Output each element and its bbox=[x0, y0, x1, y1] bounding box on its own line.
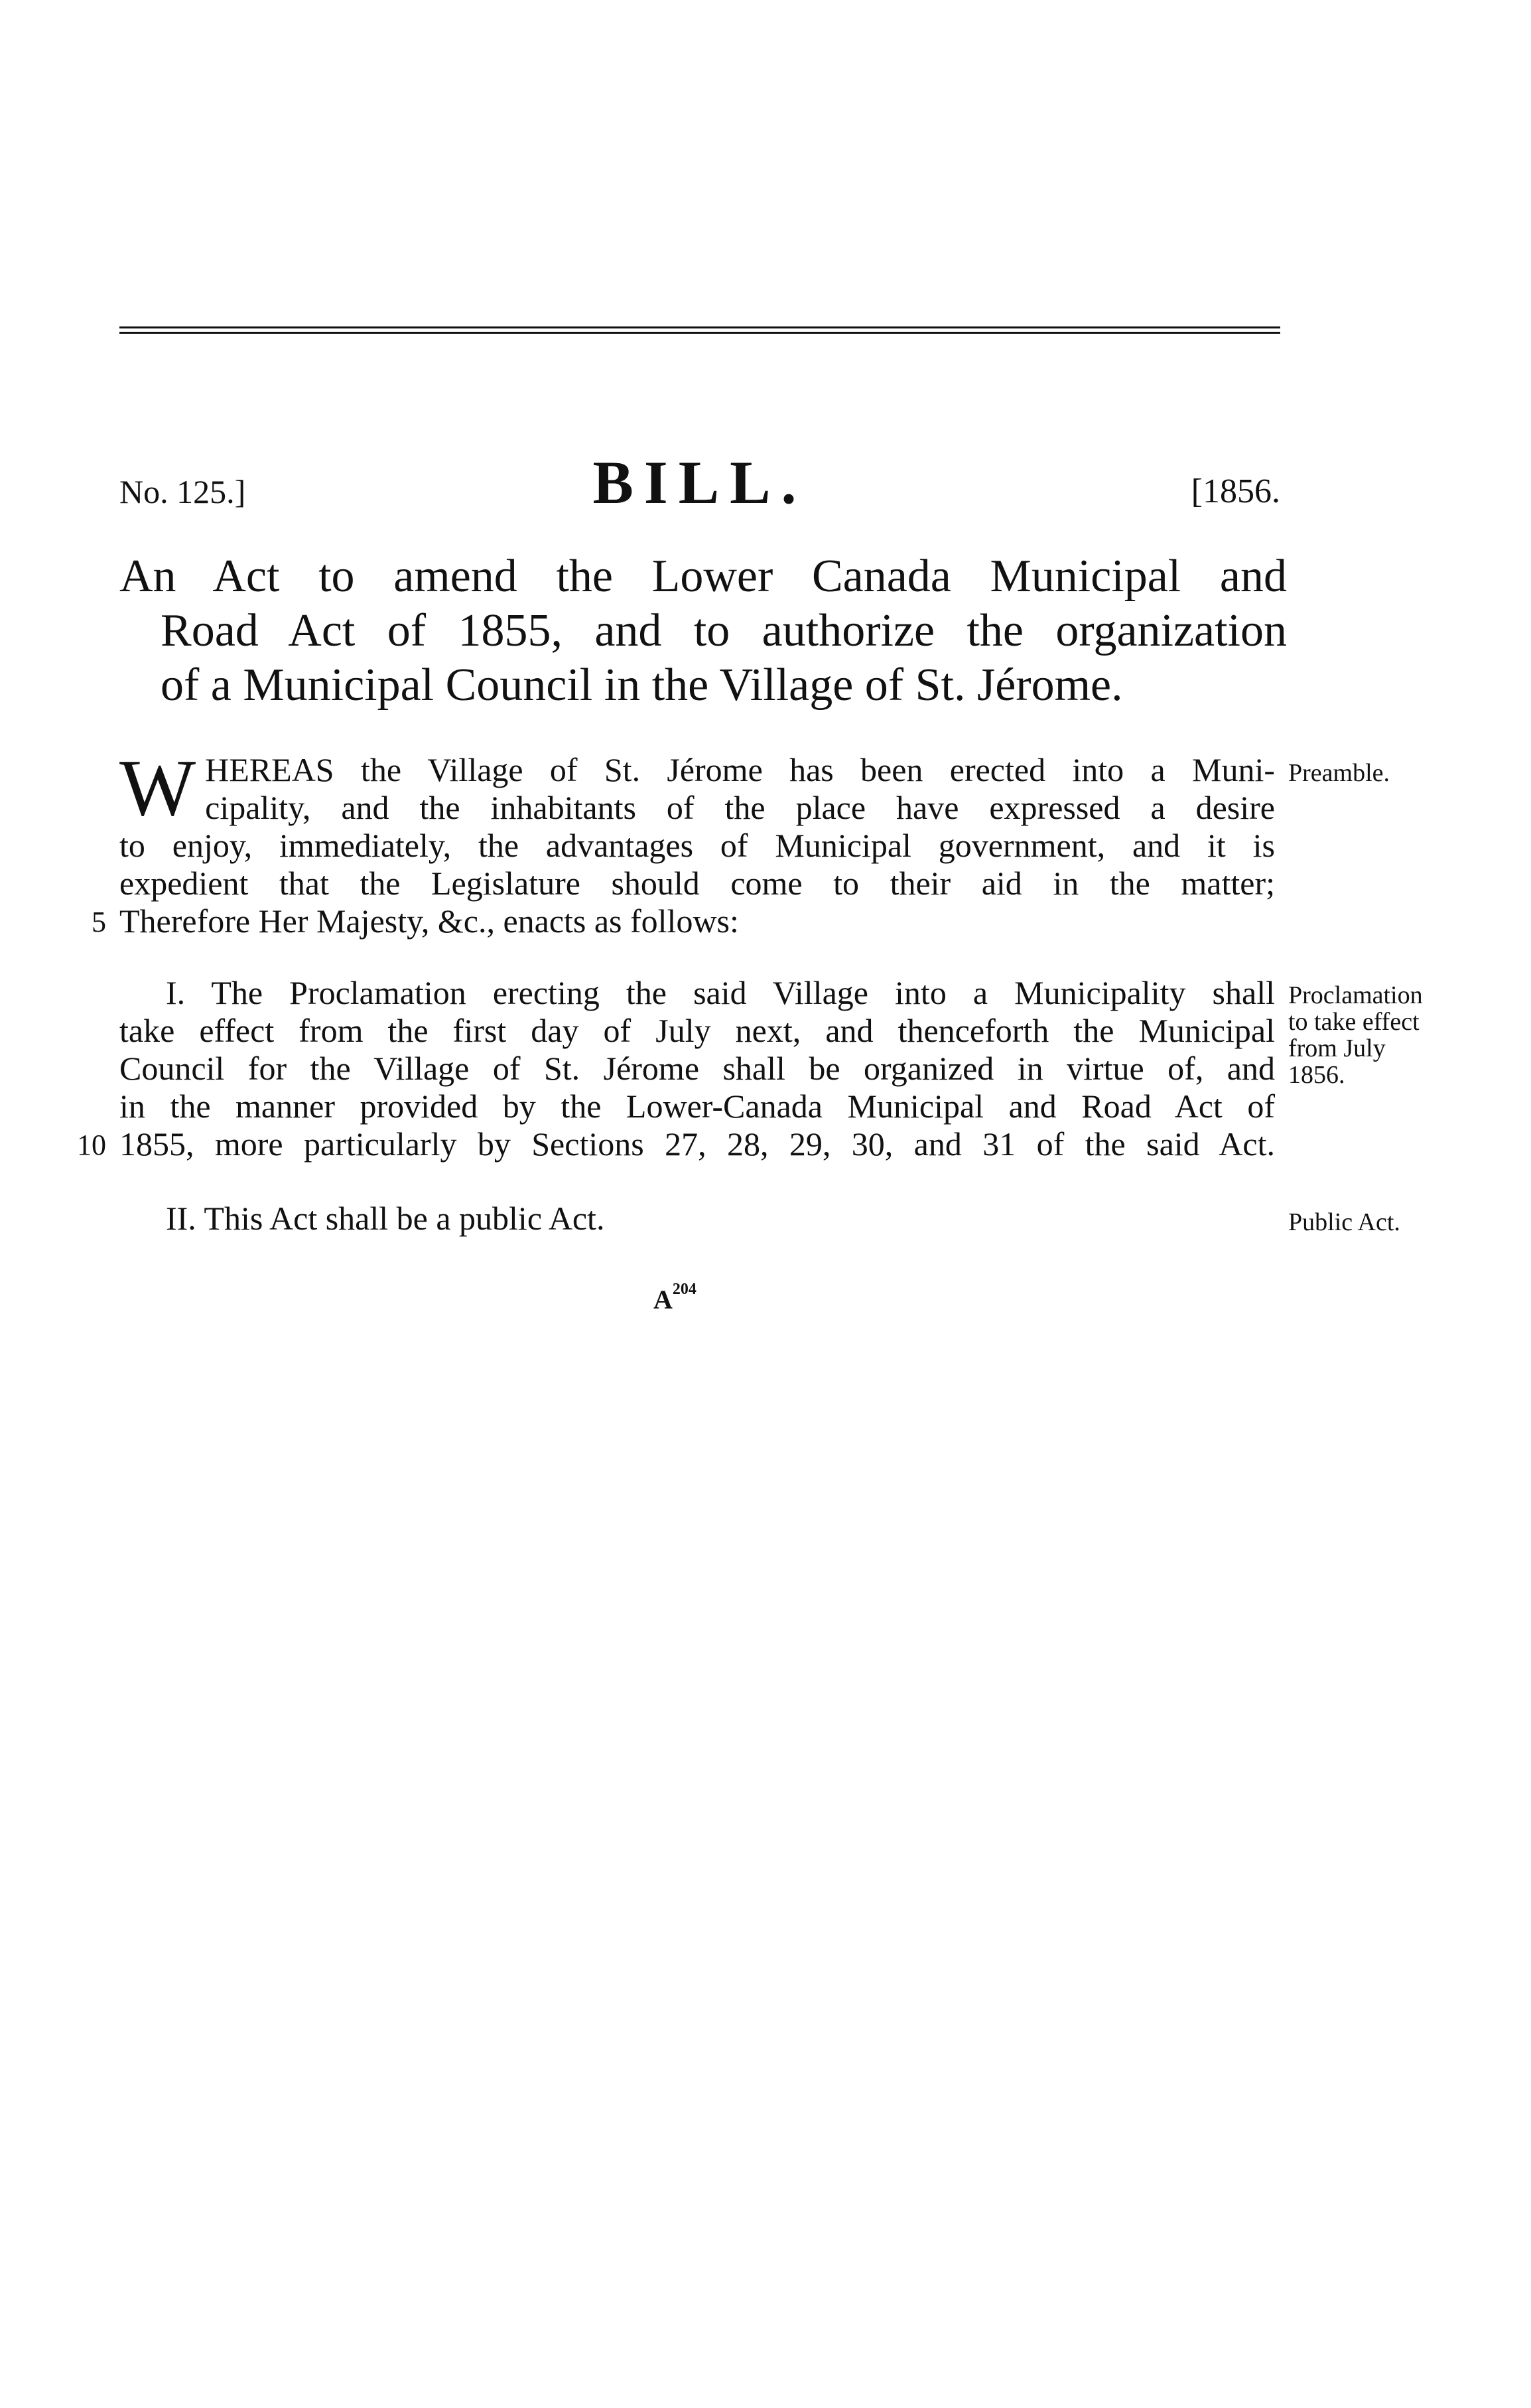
preamble-line: HEREAS the Village of St. Jérome has been erected into a Muni- bbox=[205, 751, 1275, 788]
act-title-line: An Act to amend the Lower Canada Municipal and bbox=[119, 551, 1287, 602]
preamble-line: Therefore Her Majesty, &c., enacts as follows: bbox=[119, 902, 739, 940]
bill-year: [1856. bbox=[1191, 472, 1280, 510]
margin-note-public-act: Public Act. bbox=[1288, 1208, 1400, 1236]
margin-note-preamble: Preamble. bbox=[1288, 759, 1390, 787]
preamble-line: expedient that the Legislature should come to their aid in the matter; bbox=[119, 865, 1275, 902]
section-line: take effect from the first day of July next, and thenceforth the Municipal bbox=[119, 1012, 1275, 1049]
top-rule-2 bbox=[119, 332, 1280, 334]
act-title-line: Road Act of 1855, and to authorize the organization bbox=[161, 605, 1287, 656]
margin-note-line: from July bbox=[1288, 1034, 1386, 1062]
act-title bbox=[119, 549, 1287, 713]
preamble-line: cipality, and the inhabitants of the place have expressed a desire bbox=[205, 789, 1275, 826]
section-line: I. The Proclamation erecting the said Village into a Municipality shall bbox=[166, 974, 1275, 1011]
preamble-line: to enjoy, immediately, the advantages of Municipal government, and it is bbox=[119, 827, 1275, 864]
signature-letter: A bbox=[653, 1285, 673, 1314]
line-number: 10 bbox=[77, 1129, 106, 1161]
section-line: II. This Act shall be a public Act. bbox=[166, 1200, 605, 1237]
section-line: 1855, more particularly by Sections 27, 28, 29, 30, and 31 of the said Act. bbox=[119, 1125, 1275, 1163]
margin-note-proclamation bbox=[1288, 982, 1514, 1088]
page-signature bbox=[653, 1281, 697, 1315]
bill-number: No. 125.] bbox=[119, 473, 246, 510]
section-line: Council for the Village of St. Jérome shall be organized in virtue of, and bbox=[119, 1050, 1275, 1087]
section-1 bbox=[119, 974, 1275, 1163]
signature-number: 204 bbox=[672, 1281, 697, 1298]
section-line: in the manner provided by the Lower-Canada Municipal and Road Act of bbox=[119, 1088, 1275, 1125]
bill-title: BILL. bbox=[592, 449, 807, 516]
top-rule-1 bbox=[119, 326, 1280, 328]
margin-note-line: Proclamation bbox=[1288, 981, 1423, 1009]
drop-cap: W bbox=[119, 743, 196, 833]
bill-header bbox=[119, 445, 1280, 518]
act-title-line: of a Municipal Council in the Village of St. Jérome. bbox=[161, 660, 1123, 711]
margin-note-line: 1856. bbox=[1288, 1061, 1345, 1089]
section-2 bbox=[119, 1200, 1275, 1238]
margin-note-line: to take effect bbox=[1288, 1008, 1420, 1036]
preamble bbox=[119, 743, 1275, 940]
line-number: 5 bbox=[92, 906, 106, 938]
